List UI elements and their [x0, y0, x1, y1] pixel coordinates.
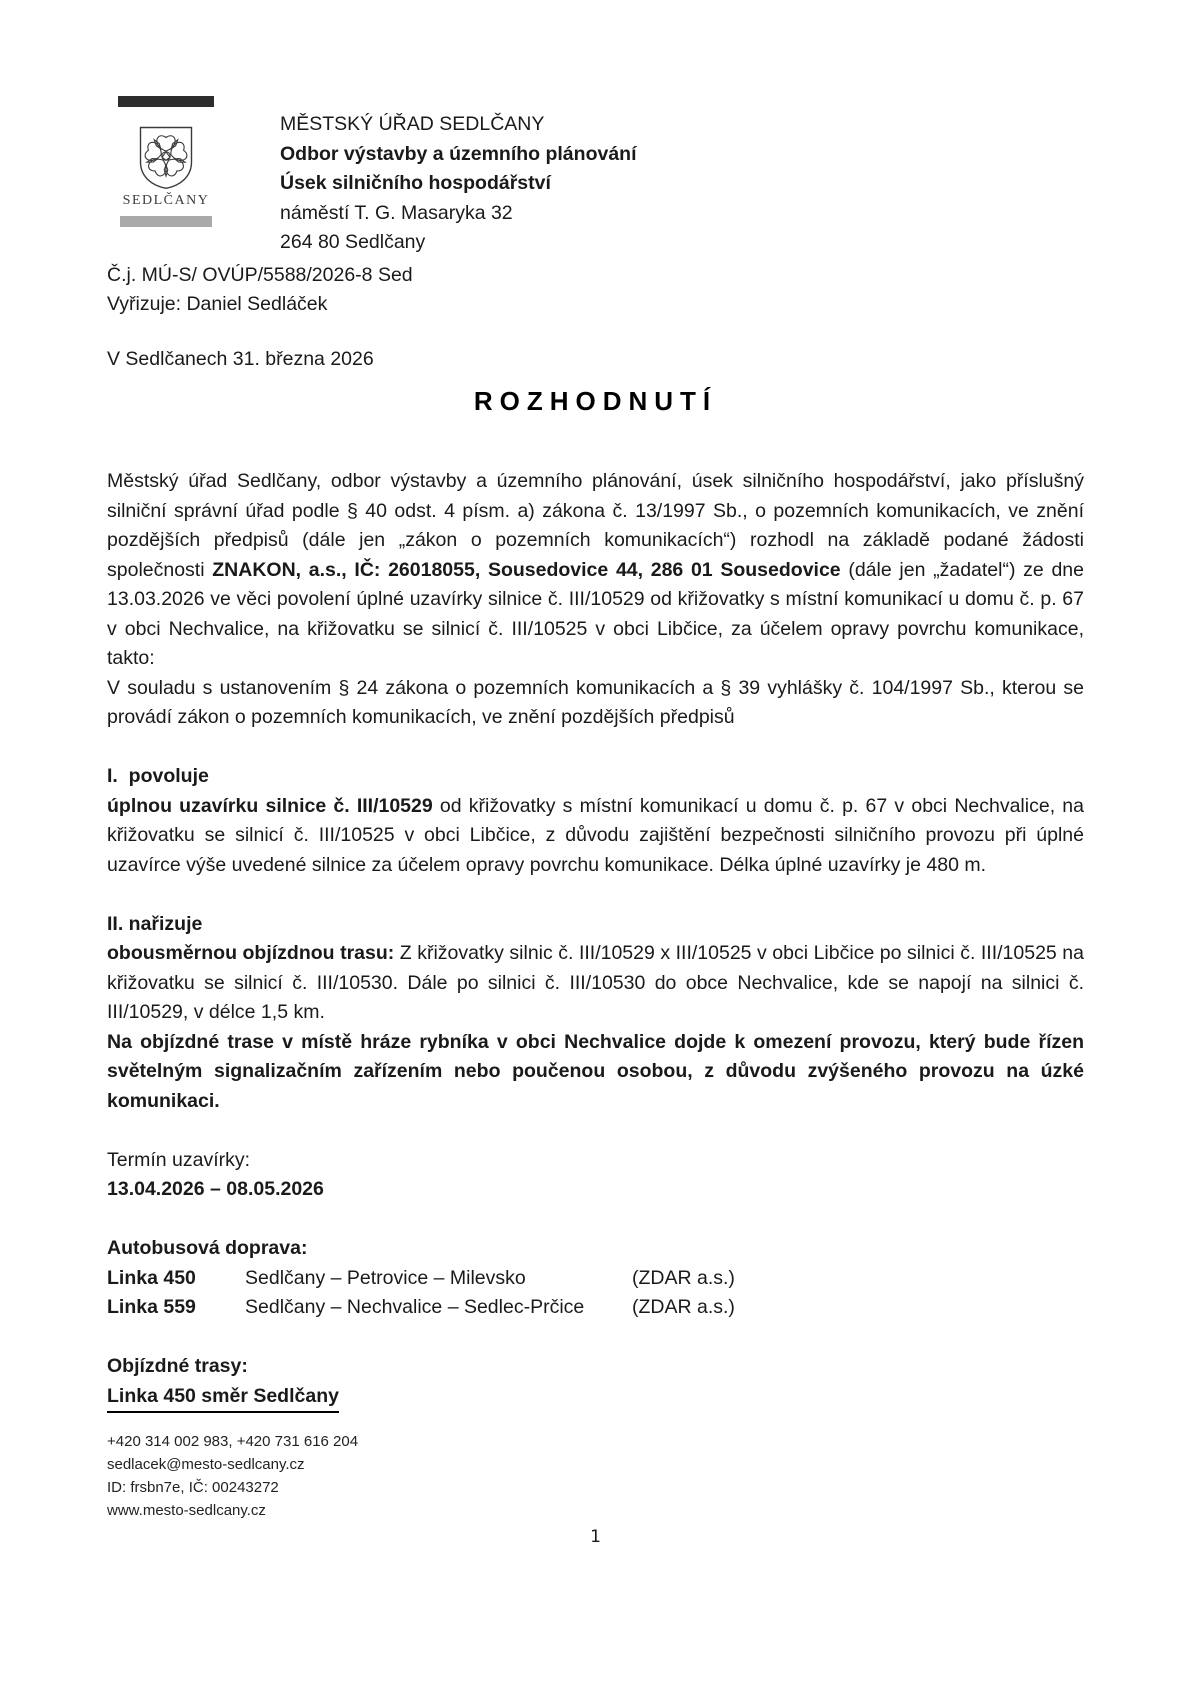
section-1-heading: I. povoluje — [107, 765, 209, 787]
bus-line-number: Linka 559 — [107, 1296, 196, 1318]
intro-text-1: Městský úřad Sedlčany, odbor výstavby a územního plánování, úsek silničního hospodářství, jako příslušný silniční správní úřad podle § 40 odst. 4 písm. a) zákona č. 13/1997 Sb., o pozemních komunikacích, ve znění pozdějších předpisů (dále jen „zákon o pozemních komunikacích“) rozhodl na základě podané žádosti společnosti — [107, 470, 1084, 581]
bus-line-route: Sedlčany – Petrovice – Milevsko — [245, 1266, 526, 1289]
bus-line-row — [107, 1293, 1084, 1323]
detour-routes-heading: Objízdné trasy: — [107, 1355, 248, 1377]
logo-top-bar — [118, 96, 214, 107]
office-department: Odbor výstavby a územního plánování — [280, 142, 637, 165]
section-2-text: Z křižovatky silnic č. III/10529 x III/10525 v obci Libčice po silnici č. III/10525 na křižovatku se silnicí č. III/10530. Dále po silnici č. III/10530 do obce Nechvalice, kde se napojí na silnici č. III/10529, v délce 1,5 km. — [107, 942, 1084, 1023]
detour-line-heading: Linka 450 směr Sedlčany — [107, 1382, 339, 1414]
bus-line-route: Sedlčany – Nechvalice – Sedlec-Prčice — [245, 1296, 585, 1318]
section-2-subject: obousměrnou objízdnou trasu: — [107, 942, 395, 964]
office-header — [280, 0, 1084, 258]
handled-by: Vyřizuje: Daniel Sedláček — [107, 293, 328, 315]
section-2-note: Na objízdné trase v místě hráze rybníka v obci Nechvalice dojde k omezení provozu, který bude řízen světelným signalizačním zařízením nebo poučenou osobou, z důvodu zvýšeného provozu na úzké komunikaci. — [107, 1030, 1084, 1112]
closure-term-dates: 13.04.2026 – 08.05.2026 — [107, 1178, 324, 1200]
bus-line-number: Linka 450 — [107, 1266, 196, 1289]
office-name: MĚSTSKÝ ÚŘAD SEDLČANY — [280, 113, 545, 135]
place-and-date: V Sedlčanech 31. března 2026 — [107, 347, 374, 370]
office-city: 264 80 Sedlčany — [280, 231, 426, 253]
document-title: ROZHODNUTÍ — [473, 386, 718, 416]
bus-line-operator: (ZDAR a.s.) — [632, 1266, 735, 1289]
bus-transport-heading: Autobusová doprava: — [107, 1237, 308, 1259]
logo-bottom-bar — [120, 216, 212, 227]
detour-line-paragraph — [107, 1382, 1084, 1414]
section-1-text: od křižovatky s místní komunikací u domu č. p. 67 v obci Nechvalice, na křižovatku se silnicí č. III/10525 v obci Libčice, z důvodu zajištění bezpečnosti silničního provozu při úplné uzavírce výše uvedené silnice za účelem opravy povrchu komunikace. Délka úplné uzavírky je 480 m. — [107, 794, 1084, 876]
bus-line-operator: (ZDAR a.s.) — [632, 1296, 735, 1318]
office-section: Úsek silničního hospodářství — [280, 172, 551, 194]
closure-term-label: Termín uzavírky: — [107, 1148, 251, 1171]
section-2-paragraph — [107, 939, 1084, 1028]
page-number: 1 — [590, 1527, 601, 1547]
bus-line-row — [107, 1264, 1084, 1294]
logo-city-name: SEDLČANY — [122, 193, 210, 208]
intro-paragraph — [107, 467, 1084, 674]
applicant-name: ZNAKON, a.s., IČ: 26018055, Sousedovice 44, 286 01 Sousedovice — [212, 558, 841, 581]
footer-ids: ID: frsbn7e, IČ: 00243272 — [107, 1479, 279, 1496]
section-2-heading: II. nařizuje — [107, 912, 203, 935]
section-1-paragraph — [107, 792, 1084, 881]
city-logo — [118, 96, 214, 227]
footer-phones: +420 314 002 983, +420 731 616 204 — [107, 1433, 359, 1450]
reference-block — [107, 261, 1084, 320]
office-street: náměstí T. G. Masaryka 32 — [280, 201, 513, 224]
intro-text-2: (dále jen „žadatel“) ze dne 13.03.2026 ve věci povolení úplné uzavírky silnice č. III/10529 od křižovatky s místní komunikací u domu č. p. 67 v obci Nechvalice, na křižovatku se silnicí č. III/10525 v obci Libčice, za účelem opravy povrchu komunikace, takto: — [107, 558, 1084, 669]
footer-website: www.mesto-sedlcany.cz — [107, 1502, 266, 1519]
footer-contact-block — [107, 1430, 1084, 1522]
section-1-subject: úplnou uzavírku silnice č. III/10529 — [107, 794, 433, 817]
sedlcany-coat-of-arms-icon — [139, 126, 193, 190]
file-number: Č.j. MÚ-S/ OVÚP/5588/2026-8 Sed — [107, 263, 413, 286]
footer-email: sedlacek@mesto-sedlcany.cz — [107, 1456, 305, 1473]
legal-basis-paragraph: V souladu s ustanovením § 24 zákona o pozemních komunikacích a § 39 vyhlášky č. 104/1997 Sb., kterou se provádí zákon o pozemních komunikacích, ve znění pozdějších předpisů — [107, 676, 1084, 728]
